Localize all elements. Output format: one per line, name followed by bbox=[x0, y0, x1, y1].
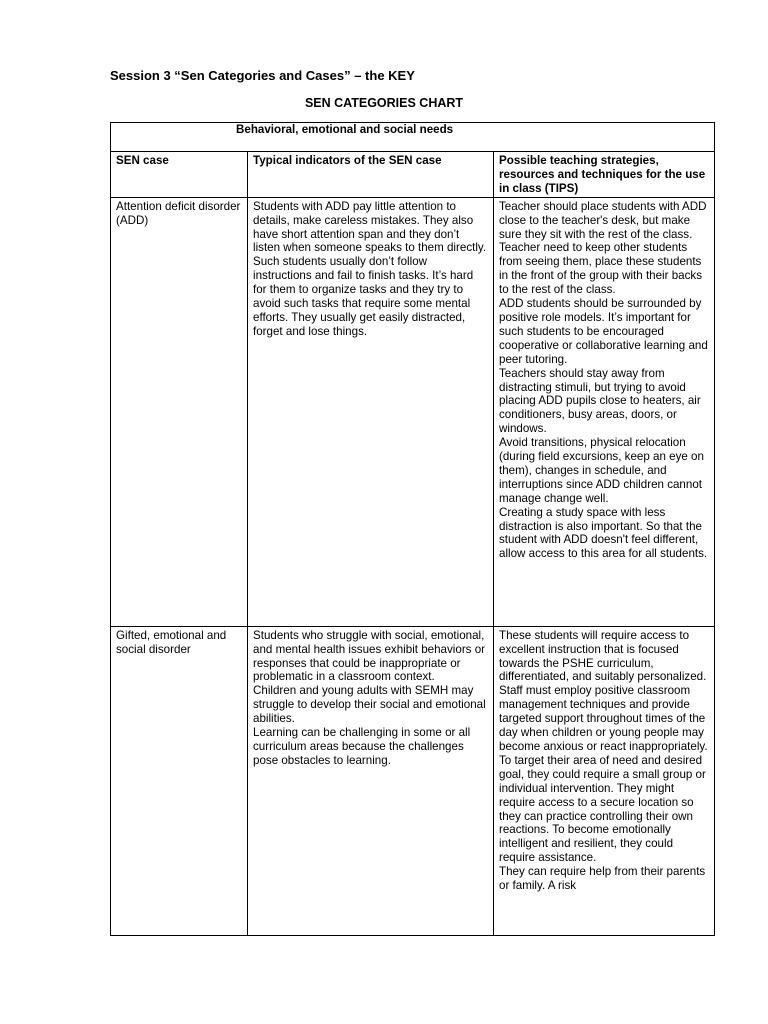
sen-categories-table bbox=[110, 122, 715, 936]
category-heading: Behavioral, emotional and social needs bbox=[111, 123, 715, 152]
indicators-cell bbox=[248, 197, 494, 626]
category-row bbox=[111, 123, 715, 152]
tip-paragraph: Teacher need to keep other students from seeing them, place these students in the front of the group with their backs to the rest of the class. bbox=[499, 241, 703, 297]
indicator-paragraph: Students with ADD pay little attention to details, make careless mistakes. They also have short attention span and they don’t listen when someone speaks to them directly. Such students usually don’t follow instructions and fail to finish tasks. It’s hard for them to organize tasks and they try to avoid such tasks that require some mental efforts. They usually get easily distracted, forget and lose things. bbox=[253, 199, 487, 338]
header-row bbox=[111, 152, 715, 198]
case-cell: Gifted, emotional and social disorder bbox=[111, 626, 248, 935]
tip-paragraph: Teachers should stay away from distracting stimuli, but trying to avoid placing ADD pupils close to heaters, air conditioners, busy areas, doors, or windows. bbox=[499, 366, 701, 436]
tips-cell bbox=[494, 626, 715, 935]
tip-paragraph: Creating a study space with less distraction is also important. So that the student with ADD doesn't feel different, allow access to this area for all students. bbox=[499, 505, 708, 561]
tip-paragraph: Staff must employ positive classroom management techniques and provide targeted support throughout times of the day when children or young people may become anxious or react inappropriately. To target their area of need and desired goal, they could require a small group or individual intervention. They might require access to a secure location so they can practice controlling their own reactions. To become emotionally intelligent and resilient, they could require assistance. bbox=[499, 684, 708, 865]
indicator-paragraph: Learning can be challenging in some or all curriculum areas because the challenges pose obstacles to learning. bbox=[253, 726, 471, 767]
tip-paragraph: Teacher should place students with ADD close to the teacher's desk, but make sure they sit with the rest of the class. bbox=[499, 199, 707, 241]
header-sen-case: SEN case bbox=[111, 152, 248, 198]
case-cell: Attention deficit disorder (ADD) bbox=[111, 197, 248, 626]
tip-paragraph: These students will require access to excellent instruction that is focused towards the PSHE curriculum, differentiated, and suitably personalized. bbox=[499, 628, 707, 684]
tip-paragraph: ADD students should be surrounded by positive role models. It’s important for such students to be encouraged cooperative or collaborative learning and peer tutoring. bbox=[499, 297, 708, 366]
header-indicators: Typical indicators of the SEN case bbox=[248, 152, 494, 198]
indicator-paragraph: Students who struggle with social, emotional, and mental health issues exhibit behaviors or responses that could be inappropriate or problematic in a classroom context. bbox=[253, 628, 486, 684]
tips-cell bbox=[494, 197, 715, 626]
header-tips: Possible teaching strategies, resources and techniques for the use in class (TIPS) bbox=[494, 152, 715, 198]
indicators-cell bbox=[248, 626, 494, 935]
chart-title: SEN CATEGORIES CHART bbox=[304, 96, 464, 110]
table-row bbox=[111, 626, 715, 935]
session-title: Session 3 “Sen Categories and Cases” – the KEY bbox=[110, 68, 415, 83]
tip-paragraph: They can require help from their parents or family. A risk bbox=[499, 865, 706, 893]
tip-paragraph: Avoid transitions, physical relocation (during field excursions, keep an eye on them), changes in schedule, and interruptions since ADD children cannot manage change well. bbox=[499, 436, 704, 505]
table-row bbox=[111, 197, 715, 626]
indicator-paragraph: Children and young adults with SEMH may struggle to develop their social and emotional abilities. bbox=[253, 684, 486, 726]
